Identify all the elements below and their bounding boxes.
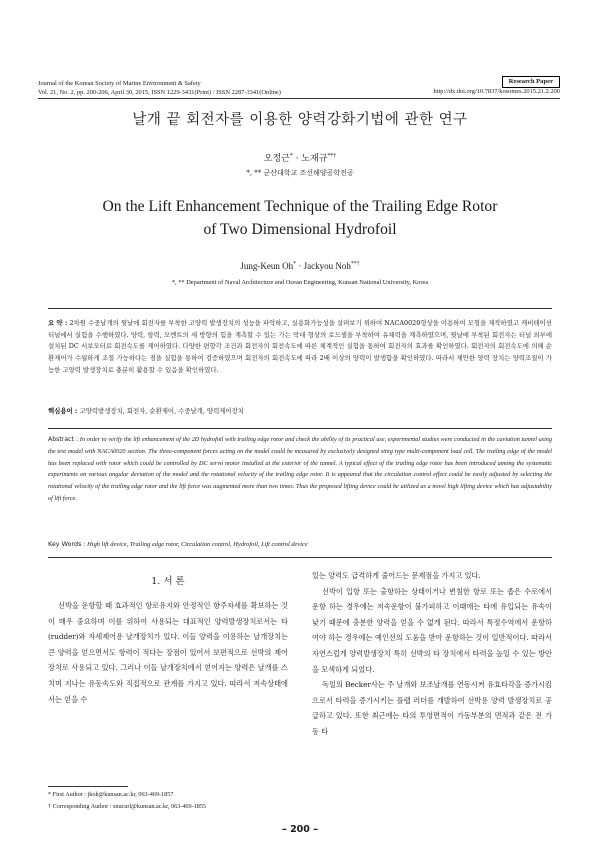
author-ko-separator: · (292, 154, 302, 164)
abstract-top-rule (48, 308, 552, 309)
paragraph: 선박을 운항할 때 효과적인 항로유지와 안정적인 항주자세를 확보하는 것이 매우 중요하며 이를 위하여 사용되는 대표적인 양력발생장치로서는 타(rudder)와 자세제어용 날개장치가 있다. 이들 양력을 이용하는 날개장치는 큰 양력을 얻으면서도 항력이 적다는 장점이 있어서 보편적으로 선박의 제어장치로 사용되고 있다. 그러나 이들 날개장치에서 얻어지는 양력은 날개를 스치며 지나는 유동속도와 직접적으로 관계를 가지고 있다. 따라서 저속상태에서는 얻을 수 (48, 601, 288, 704)
paragraph: 선박이 입항 또는 출항하는 상태이거나 변침한 항로 또는 좁은 수로에서 운항 하는 경우에는 저속운항이 불가피하고 이때에는 타에 유입되는 유속이 낮기 때문에 충분한 양력을 얻을 수 없게 된다. 따라서 특정수역에서 운항하여야 하는 경우에는 예인선의 도움을 받아 운항하는 것이 일반적이다. 따라서 자연스럽게 양력발생장치 특히 선박의 타 장치에서 타력을 높일 수 있는 방안을 모색하게 되었다. (312, 586, 552, 674)
author-en-2: Jackyou Noh (303, 261, 351, 271)
header-rule (38, 98, 560, 99)
title-english-line-1: On the Lift Enhancement Technique of the Trailing Edge Rotor (102, 198, 498, 215)
abstract-bottom-rule (48, 557, 552, 558)
title-english-line-2: of Two Dimensional Hydrofoil (203, 221, 397, 238)
abstract-korean (48, 318, 552, 377)
section-heading-introduction: 1. 서 론 (151, 576, 185, 587)
author-en-1-mark: * (293, 261, 297, 267)
journal-volume: Vol. 21, No. 2, pp. 200-206, April 30, 2015, ISSN 1229-3431(Print) / ISSN 2287-3341(Online) (38, 89, 281, 97)
footnote-first-author: * First Author : jkoh@kunsan.ac.kr, 063-469-1857 (48, 791, 174, 798)
author-en-2-mark: **† (350, 261, 360, 267)
author-ko-1: 오정근 (263, 154, 290, 164)
affiliation-korean: *, ** 군산대학교 조선해양공학전공 (246, 169, 354, 177)
author-ko-2: 노재규 (301, 154, 328, 164)
keywords-korean-label: 핵심용어 : (48, 407, 78, 415)
keywords-korean-text: 고양력발생장치, 회전자, 순환제어, 수중날개, 양력제어장치 (79, 407, 244, 415)
authors-english (0, 261, 600, 271)
column-right (312, 568, 552, 740)
author-en-separator: · (296, 261, 304, 271)
keywords-english (48, 540, 552, 548)
abstract-mid-rule (48, 428, 552, 429)
abstract-english-text: In order to verify the lift enhancement of the 2D hydrofoil with trailing edge rotor and check the ability of its practical use, experimental studies were conducted in the caviation tunnel using the test model with NACA0020 section. The three-component forces acting on the model could be measured by exclusively designed sting type multi-component load cell. The trailing edge of the model has been replaced with rotor which could be controlled by DC servo motor installed at the exterior of the tunnel. A typical effect of the trailing edge rotor has been introduced among the systematic experiments on various angular deviation of the model and the rotational velocity of the trailing edge rotor. It is appeared that the circulation control effect could be easily adjusted by selecting the rotational velocity of the trailing edge rotor and the lift force was augmented more than two times. Thus the proposed lifting device could be utilized as a novel high lifting device which has adjustability of lift force. (48, 436, 552, 502)
keywords-korean (48, 406, 552, 418)
title-english (60, 195, 540, 241)
author-ko-1-mark: * (289, 153, 293, 159)
journal-header (38, 79, 281, 98)
author-en-1: Jung-Keun Oh (240, 261, 294, 271)
abstract-korean-label: 요 약 : (48, 319, 68, 327)
keywords-english-text: High lift device, Trailing edge rotor, Circulation control, Hydrofoil, Lift control device (87, 541, 308, 548)
paragraph: 있는 양력도 급격하게 줄어드는 문제점을 가지고 있다. (312, 571, 481, 580)
author-ko-2-mark: **† (327, 153, 337, 159)
doi-link[interactable]: http://dx.doi.org/10.7837/kosomes.2015.21.2.200 (433, 88, 560, 95)
column-left (48, 598, 288, 707)
footnote-corresponding-author: † Corresponding Author : snucurl@kunsan.ac.kr, 063-469-1855 (48, 803, 207, 810)
abstract-english (48, 434, 552, 505)
abstract-english-label: Abstract : (48, 436, 79, 443)
page-number: – 200 – (282, 824, 318, 835)
footnote-rule (48, 786, 128, 787)
authors-korean (0, 151, 600, 164)
affiliation-english: *, ** Department of Naval Architecture and Ocean Engineering, Kunsan National University, Korea (171, 279, 429, 286)
title-korean: 날개 끝 회전자를 이용한 양력강화기법에 관한 연구 (132, 112, 468, 128)
paragraph: 독일의 Becker사는 주 날개와 보조날개를 연동시켜 유효타각을 증가시킴으로서 타력을 증가시키는 플랩 러더를 개발하여 선박용 양력 발생장치로 공급하고 있다. 또한 최근에는 타의 투영면적이 가동부분의 면적과 같은 전 가동 타 (312, 680, 552, 736)
keywords-english-label: Key Words : (48, 540, 86, 548)
research-paper-badge: Research Paper (502, 76, 560, 88)
abstract-korean-text: 2차원 수중날개의 뒷날에 회전자를 부착한 고양력 발생장치의 성능을 파악하고, 실용화가능성을 살펴보기 위하여 NACA0020형상을 이용하여 모형을 제작하였고 캐비테이션 터널에서 실험을 수행하였다. 양력, 항력, 모멘트의 세 방향의 힘을 계측할 수 있는 가는 막대 형상의 로드셀을 부착하여 유체력을 계측하였으며, 뒷날에 부착된 회전자는 터널 외부에 설치된 DC 서보모터로 회전속도를 제어하였다. 다양한 편향각 조건과 회전자의 회전속도에 따른 체계적인 실험을 통하여 회전자의 효과를 확인하였다. 회전자의 회전속도에 의해 순환제어가 수월하게 조절 가능하다는 점을 실험을 통하여 검증하였으며 회전자의 회전속도에 따라 2배 이상의 양력이 발생함을 확인하였다. 따라서 제안한 양력 장치는 양력조절이 가능한 고양력 발생장치로 충분히 활용할 수 있음을 확인하였다. (48, 319, 552, 374)
journal-name: Journal of the Korean Society of Marine Environment & Safety (38, 80, 201, 87)
